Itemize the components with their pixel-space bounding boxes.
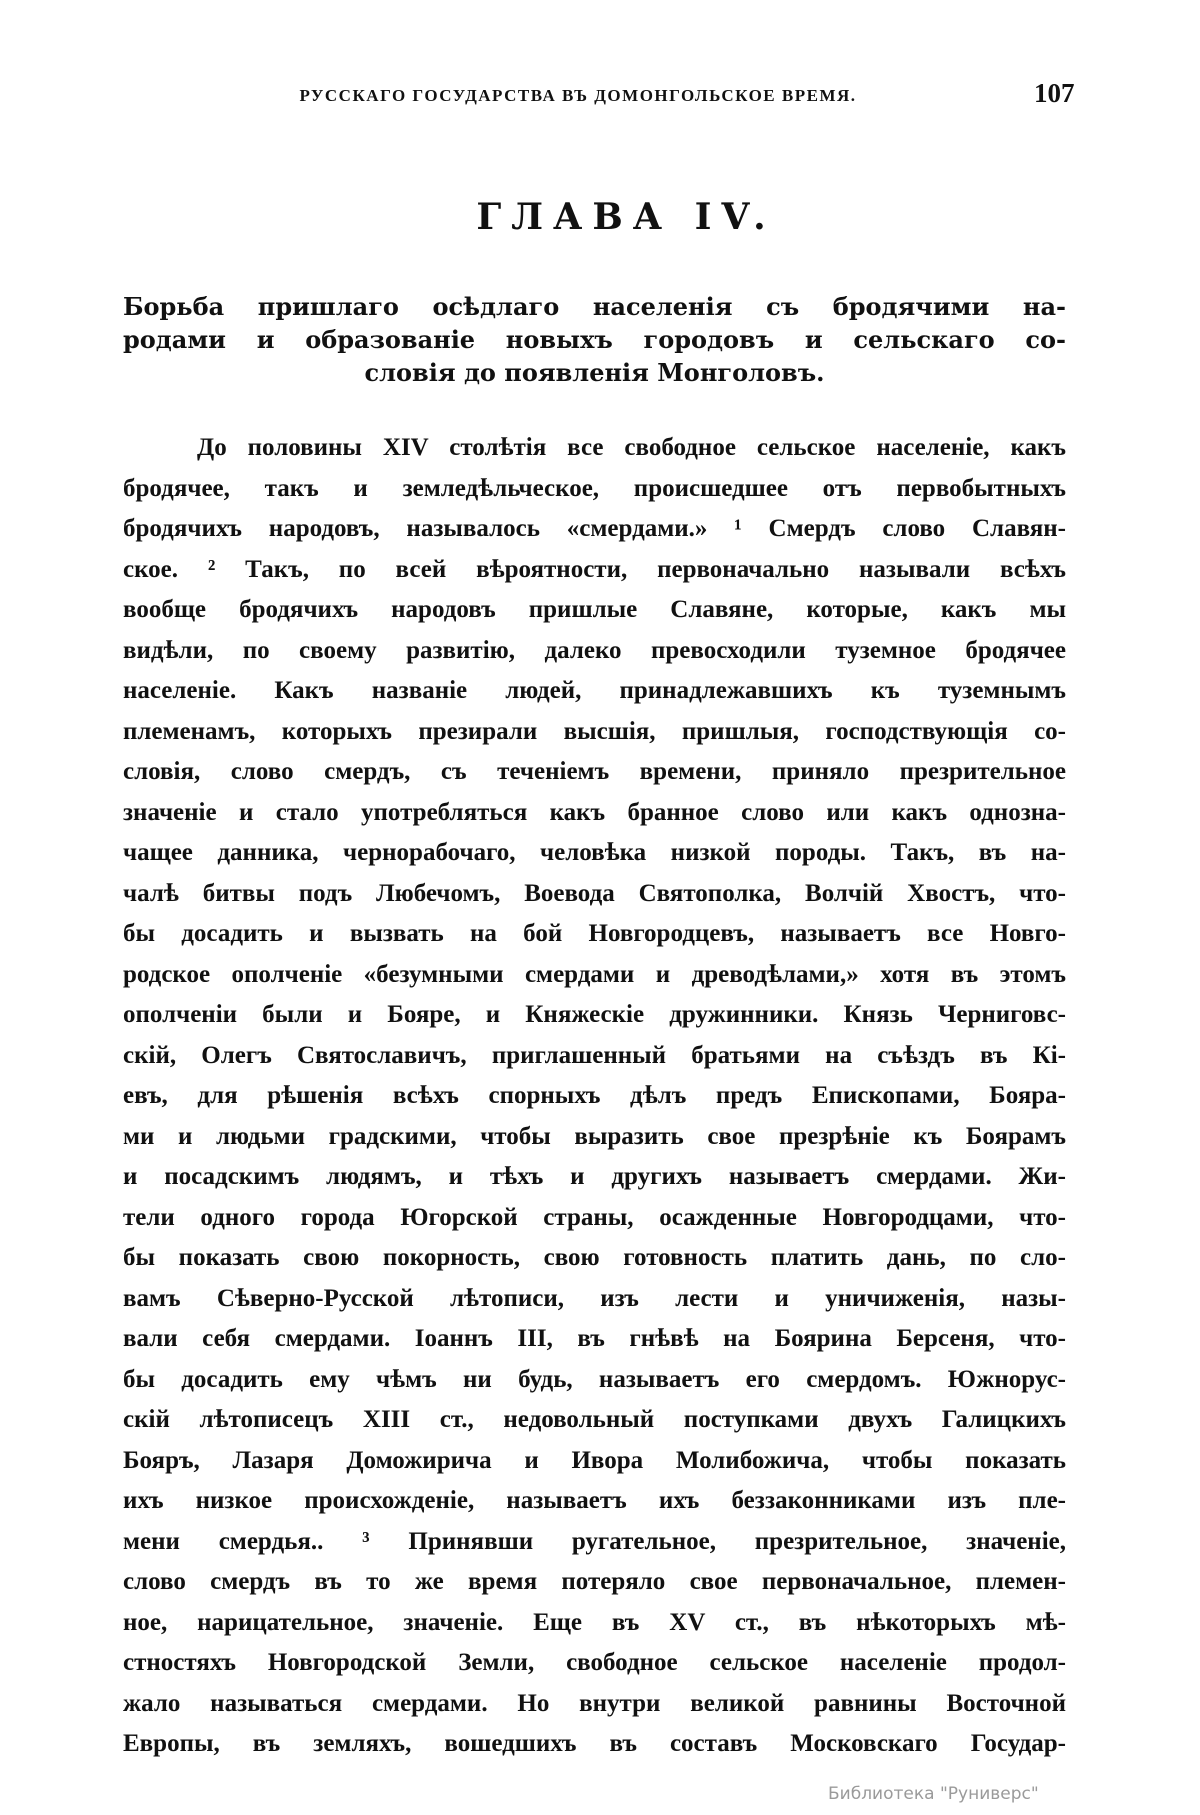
body-line: жало называться смердами. Но внутри великой равнины Восточной xyxy=(123,1689,1066,1717)
body-line: бы показать свою покорность, свою готовность платить дань, по сло- xyxy=(123,1244,1066,1271)
subtitle-line: словія до появленія Монголовъ. xyxy=(364,358,825,387)
body-line: До половины XIV столѣтія все свободное сельское населеніе, какъ xyxy=(197,434,1066,461)
subtitle-line: Борьба пришлаго осѣдлаго населенія съ бродячими на- xyxy=(123,292,1066,321)
body-line: Европы, въ земляхъ, вошедшихъ въ составъ Московскаго Государ- xyxy=(123,1730,1066,1757)
body-text xyxy=(123,428,1066,1765)
body-line: бы досадить ему чѣмъ ни будь, называетъ его смердомъ. Южнорус- xyxy=(123,1365,1066,1393)
body-line: бродячее, такъ и земледѣльческое, происшедшее отъ первобытныхъ xyxy=(123,474,1066,502)
body-line: слово смердъ въ то же время потеряло свое первоначальное, племен- xyxy=(123,1568,1066,1595)
body-line: ополченіи были и Бояре, и Княжескіе дружинники. Князь Черниговс- xyxy=(123,1001,1066,1028)
body-line: бродячихъ народовъ, называлось «смердами.» ¹ Смердъ слово Славян- xyxy=(123,515,1066,542)
body-line: чащее данника, чернорабочаго, человѣка низкой породы. Такъ, въ на- xyxy=(123,839,1066,866)
chapter-subtitle xyxy=(123,290,1066,389)
body-line: Бояръ, Лазаря Доможирича и Ивора Молибожича, чтобы показать xyxy=(123,1446,1066,1474)
body-line: вамъ Сѣверно-Русской лѣтописи, изъ лести и уничиженія, назы- xyxy=(123,1284,1066,1312)
body-line: вообще бродячихъ народовъ пришлые Славяне, которые, какъ мы xyxy=(123,596,1066,623)
body-line: бы досадить и вызвать на бой Новгородцевъ, называетъ все Новго- xyxy=(123,920,1066,947)
body-line: видѣли, по своему развитію, далеко превосходили туземное бродячее xyxy=(123,636,1066,664)
body-line: словія, слово смердъ, съ теченіемъ времени, приняло презрительное xyxy=(123,758,1066,785)
body-line: ихъ низкое происхожденіе, называетъ ихъ беззаконниками изъ пле- xyxy=(123,1487,1066,1514)
body-line: ми и людьми градскими, чтобы выразить свое презрѣніе къ Боярамъ xyxy=(123,1122,1066,1150)
subtitle-line: родами и образованіе новыхъ городовъ и сельскаго со- xyxy=(123,325,1066,354)
library-watermark: Библиотека "Руниверс" xyxy=(828,1784,1039,1804)
body-line: стностяхъ Новгородской Земли, свободное сельское населеніе продол- xyxy=(123,1649,1066,1676)
body-line: чалѣ битвы подъ Любечомъ, Воевода Святополка, Волчій Хвостъ, что- xyxy=(123,879,1066,907)
body-line: племенамъ, которыхъ презирали высшія, пришлыя, господствующія со- xyxy=(123,717,1066,745)
body-line: евъ, для рѣшенія всѣхъ спорныхъ дѣлъ предъ Епископами, Бояра- xyxy=(123,1082,1066,1109)
body-line: родское ополченіе «безумными смердами и древодѣлами,» хотя въ этомъ xyxy=(123,960,1066,988)
body-line: скій, Олегъ Святославичъ, приглашенный братьями на съѣздъ въ Кі- xyxy=(123,1041,1066,1069)
page-number: 107 xyxy=(1034,78,1075,108)
chapter-title: ГЛАВА IV. xyxy=(476,196,776,238)
body-line: скій лѣтописецъ XIII ст., недовольный поступками двухъ Галицкихъ xyxy=(123,1406,1066,1433)
body-line: и посадскимъ людямъ, и тѣхъ и другихъ называетъ смердами. Жи- xyxy=(123,1163,1066,1190)
body-line: ное, нарицательное, значеніе. Еще въ XV ст., въ нѣкоторыхъ мѣ- xyxy=(123,1608,1066,1636)
running-header: РУССКАГО ГОСУДАРСТВА ВЪ ДОМОНГОЛЬСКОЕ ВРЕМЯ. xyxy=(299,86,857,105)
body-line: мени смердья.. ³ Принявши ругательное, презрительное, значеніе, xyxy=(123,1527,1066,1555)
body-line: ское. ² Такъ, по всей вѣроятности, первоначально называли всѣхъ xyxy=(123,555,1066,583)
body-line: тели одного города Югорской страны, осажденные Новгородцами, что- xyxy=(123,1203,1066,1231)
body-line: населеніе. Какъ названіе людей, принадлежавшихъ къ туземнымъ xyxy=(123,677,1066,704)
body-line: вали себя смердами. Іоаннъ III, въ гнѣвѣ на Боярина Берсеня, что- xyxy=(123,1325,1066,1352)
body-line: значеніе и стало употребляться какъ бранное слово или какъ однозна- xyxy=(123,798,1066,826)
